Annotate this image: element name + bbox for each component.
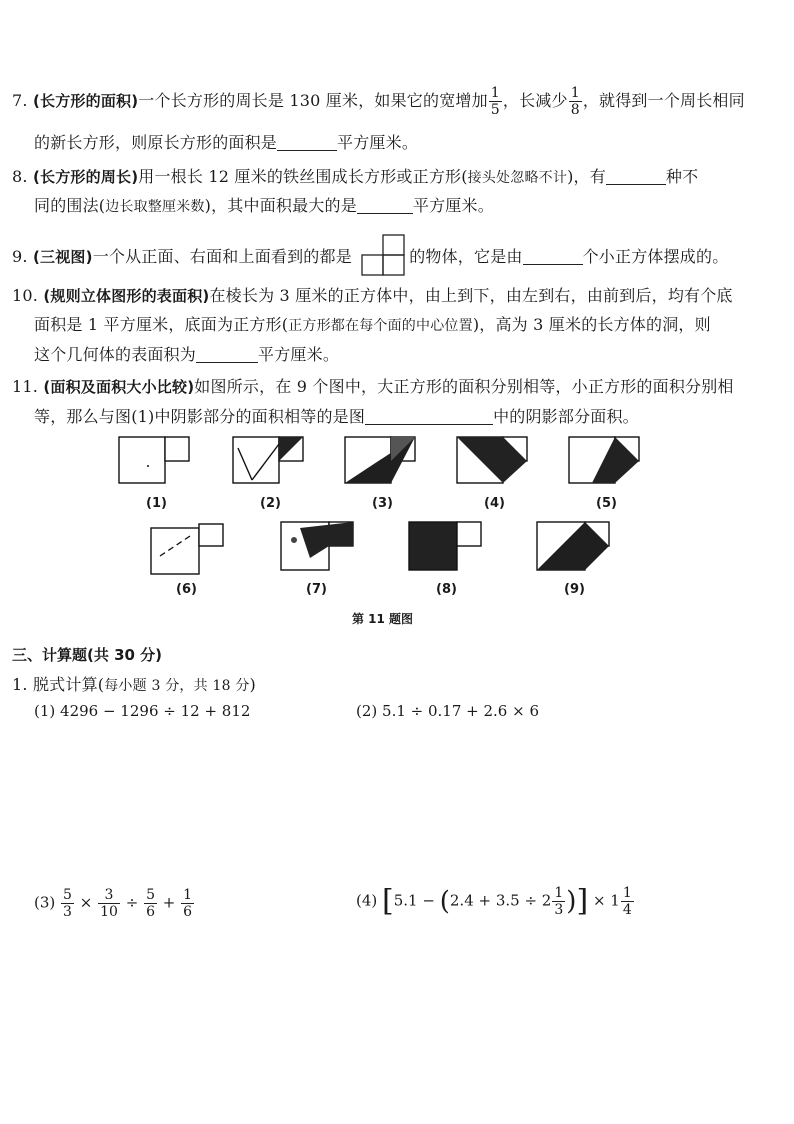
q7-fraction2: $\frac{1}{8}$ [570,85,580,118]
q8-answer-blank-2[interactable] [357,197,413,214]
calc-problem-2 [356,702,539,720]
three-view-shape-icon [361,234,405,276]
figure-label-9: (9) [564,582,585,597]
calc-expr-2: 5.1 ÷ 0.17 + 2.6 × 6 [382,702,539,720]
q8-line1: 8. (长方形的周长)用一根长 12 厘米的铁丝围成长方形或正方形(接头处忽略不计)，有 种不 [12,167,699,186]
calc-problem-4: (4) [5.1 − (2.4 + 3.5 ÷ 2 $\frac{1}{3}$ )] × 1 $\frac{1}{4}$ [356,883,632,919]
q7-line2: 的新长方形，则原长方形的面积是 平方厘米。 [34,133,419,152]
figure-label-4: (4) [484,496,505,511]
q7-line1 [12,86,745,117]
q8-answer-blank-1[interactable] [606,168,666,185]
figure-1 [118,436,194,486]
figure-label-8: (8) [436,582,457,597]
figure-7 [280,518,360,576]
figure-9 [536,516,616,576]
q10-tag: (规则立体图形的表面积) [43,287,210,305]
q11-line1: 11. (面积及面积大小比较)如图所示，在 9 个图中，大正方形的面积分别相等，小正方形的面积分别相 [12,377,734,396]
q10-line1: 10. (规则立体图形的表面积)在棱长为 3 厘米的正方体中，由上到下，由左到右，由前到后，均有个底 [12,286,733,305]
q10-answer-blank[interactable] [196,346,258,363]
calc-problem-3: (3) $\frac{5}{3}$ × $\frac{3}{10}$ ÷ $\frac{5}{6}$ + $\frac{1}{6}$ [34,887,193,920]
q7-answer-blank[interactable] [277,134,337,151]
q8-number: 8. [12,167,28,186]
calc-label-1: (1) [34,702,56,720]
q10-line3: 这个几何体的表面积为 平方厘米。 [34,345,340,364]
figure-label-5: (5) [596,496,617,511]
figure-2 [232,436,308,486]
q11-line2: 等，那么与图(1)中阴影部分的面积相等的是图 中的阴影部分面积。 [34,407,639,426]
calc-expr-1: 4296 − 1296 ÷ 12 + 812 [60,702,251,720]
figure-label-1: (1) [146,496,167,511]
figure-label-7: (7) [306,582,327,597]
figure-label-2: (2) [260,496,281,511]
q7-tag: (长方形的面积) [32,92,139,110]
q11-answer-blank[interactable] [365,408,493,425]
q7-fraction1: $\frac{1}{5}$ [490,85,500,118]
figure-label-3: (3) [372,496,393,511]
q11-number: 11. [12,377,39,396]
section-title: 三、计算题(共 30 分) [12,646,163,664]
q8-note: 接头处忽略不计 [467,170,568,186]
calc-label-4: (4) [356,891,378,910]
calc-problem-1 [34,702,250,720]
q7-text2: ，长减少 [502,91,568,110]
q9-line1: 9. (三视图)一个从正面、右面和上面看到的都是 的物体，它是由 个小正方体摆成的。 [12,234,728,276]
q8-tag: (长方形的周长) [32,168,139,186]
calc-label-2: (2) [356,702,378,720]
figure-8 [408,518,484,576]
q7-text3: ，就得到一个周长相同 [582,91,745,110]
figure-label-6: (6) [176,582,197,597]
q9-answer-blank[interactable] [523,248,583,265]
figure-caption: 第 11 题图 [352,612,414,626]
q10-line2: 面积是 1 平方厘米，底面为正方形(正方形都在每个面的中心位置)，高为 3 厘米的长方体的洞，则 [34,315,711,334]
q7-text1: 一个长方形的周长是 130 厘米，如果它的宽增加 [138,91,488,110]
q9-tag: (三视图) [32,248,93,266]
q11-tag: (面积及面积大小比较) [43,378,195,396]
q10-number: 10. [12,286,39,305]
figure-6 [150,520,230,576]
calc-heading: 1. 脱式计算(每小题 3 分，共 18 分) [12,675,256,694]
figure-5 [568,434,644,486]
figure-3 [344,436,420,486]
q7-number: 7. [12,91,28,110]
figure-4 [456,432,532,486]
q8-line2: 同的围法(边长取整厘米数)，其中面积最大的是 平方厘米。 [34,196,494,215]
calc-label-3: (3) [34,893,56,912]
q9-number: 9. [12,247,28,266]
